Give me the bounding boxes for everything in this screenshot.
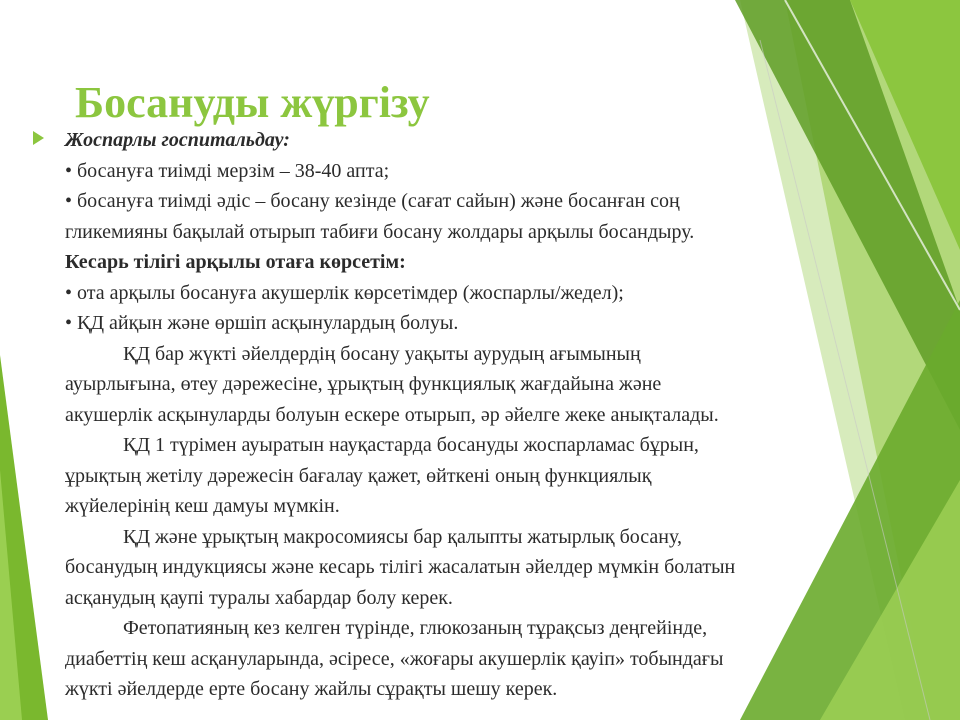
triangle-bullet-icon — [33, 131, 44, 145]
text-line: босанудың индукциясы және кесарь тілігі жасалатын әйелдер мүмкін болатын — [65, 556, 736, 578]
slide-title: Босануды жүргізу — [75, 78, 430, 127]
text-line: • босануға тиімді мерзім – 38-40 апта; — [65, 159, 390, 182]
text-line: ауырлығына, өтеу дәрежесіне, ұрықтың функциялық жағдайына және — [65, 373, 662, 395]
text-line: гликемияны бақылай отырып табиғи босану жолдары арқылы босандыру. — [65, 220, 695, 243]
paragraph-first-line: Фетопатияның кез келген түрінде, глюкозаның тұрақсыз деңгейінде, — [123, 617, 708, 639]
text-line: • босануға тиімді әдіс – босану кезінде (сағат сайын) және босанған соң — [65, 190, 680, 212]
text-line: жүйелерінің кеш дамуы мүмкін. — [65, 495, 340, 517]
text-line: асқанудың қаупі туралы хабардар болу керек. — [65, 586, 453, 609]
text-line: ұрықтың жетілу дәрежесін бағалау қажет, өйткені оның функциялық — [65, 464, 652, 487]
text-line: • ҚД айқын және өршіп асқынулардың болуы. — [65, 312, 459, 334]
paragraph-first-line: ҚД және ұрықтың макросомиясы бар қалыпты жатырлық босану, — [123, 525, 682, 548]
text-line: жүкті әйелдерде ерте босану жайлы сұрақты шешу керек. — [65, 678, 558, 700]
heading-planned-hospitalization: Жоспарлы госпитальдау: — [65, 129, 290, 151]
heading-cesarean-indication: Кесарь тілігі арқылы отаға көрсетім: — [65, 251, 406, 273]
slide-body — [65, 125, 935, 705]
paragraph-first-line: ҚД 1 түрімен ауыратын науқастарда босануды жоспарламас бұрын, — [123, 434, 699, 456]
text-line: диабеттің кеш асқануларында, әсіресе, «жоғары акушерлік қауіп» тобындағы — [65, 647, 724, 670]
paragraph-first-line: ҚД бар жүкті әйелдердің босану уақыты аурудың ағымының — [123, 342, 641, 365]
text-line: акушерлік асқынуларды болуын ескере отырып, әр әйелге жеке анықталады. — [65, 403, 719, 426]
text-line: • ота арқылы босануға акушерлік көрсетімдер (жоспарлы/жедел); — [65, 281, 624, 304]
